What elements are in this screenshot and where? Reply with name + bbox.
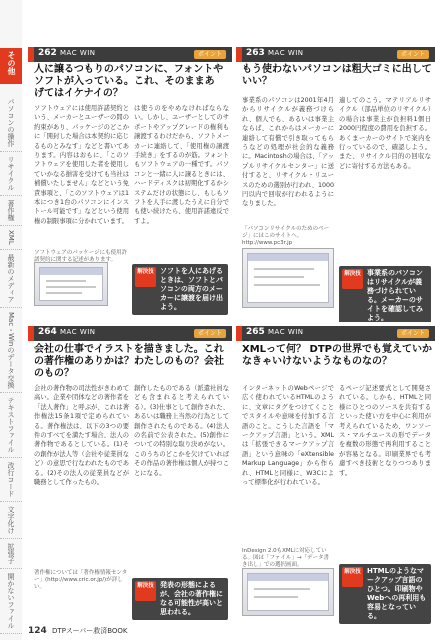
sidebar-item: 最新のメディア [0, 250, 22, 308]
platform-tags: MAC WIN [268, 328, 304, 336]
page-footer [28, 626, 128, 636]
solution-label: 解決技 [135, 581, 156, 601]
solution-box [132, 264, 228, 315]
sidebar-item: XML [0, 226, 22, 250]
platform-tags: MAC WIN [60, 49, 96, 57]
question-title: 会社の仕事でイラストを描きました。これの著作権のありかは？わたしのもの？会社のもの？ [34, 344, 224, 379]
question-bar [28, 326, 232, 341]
question-number: 263 [246, 48, 265, 58]
answer-text: 会社の著作物の司法性がきわめて高い。企業や団体などの著作者を「法人著作」と呼ぶが、これは著作権法15条1項で定められている。著作権法は、以下の3つの要件のすべてを満たす場合、法人の著作物であるとしている。(1)その創作が法人等（会社や従業員など）の意思で行なわれたものである。(2)その法人の従業員などが職務として作ったもの。 [34, 385, 129, 487]
sidebar-item: 拡張子 [0, 539, 22, 569]
sidebar-item: 著作権 [0, 196, 22, 226]
sidebar-item: 改行コード [0, 458, 22, 502]
question-bar [236, 47, 435, 62]
sidebar-item: パソコンの操作 [0, 94, 22, 152]
question-bar [236, 326, 435, 341]
answer-text: 創作したものである（派遣社員なども含まれると考えられている）。(3)仕事として創作された、あるいは職務上当然の行為として創作されたものである。(4)法人の名前で公表された。(5)創作についての特別な取り決めがない。このうちのどこかを欠けていればその作品の著作権は個人が持つことになる。 [134, 385, 229, 477]
sidebar-item: 文字化け [0, 502, 22, 539]
point-badge: ポイント [194, 329, 226, 338]
solution-box [339, 266, 431, 326]
answer-text: ソフトウェアには使用許諾契約という、メーカーとユーザーの間の約束があり、パッケージのどこかに「開封した場合は本契約に応じるものとみなす」などと書いてあります。内容はおもに、「このソフトウェアを使用した者を使用していかなる損害を受けても当社は補償いたしません」などという免責事項と、「このソフトウェアは1本につき1台のパソコンにインストール可能です」などという使用権の制限事項に分かれています。 [34, 105, 129, 225]
question-number: 264 [38, 327, 57, 337]
platform-tags: MAC WIN [60, 328, 96, 336]
sidebar-item: 開かないファイル [0, 569, 22, 634]
question-number: 262 [38, 48, 57, 58]
book-title: DTPスーパー救済BOOK [52, 627, 128, 635]
answer-text: 事業系のパソコンは2001年4月からリサイクルが義務づけられ、個人でも、あるいは事業主ならば、これからはメーカーに連絡して有償で引き取ってもらうなどの処理が社会的な義務に。Macintoshの場合は、「アップルリサイクルセンター」に送付すると、リサイクル・リユースのための選別が行われ、1000円以内で回収が行われるようになりました。 [242, 97, 334, 208]
qa-panel-262 [28, 0, 232, 320]
platform-tags: MAC WIN [268, 49, 304, 57]
answer-text: は使うのをやめなければならない。しかし、ユーザーとしてのサポートやアップグレードの権利も譲渡するわけだから、ソフトメーカーに連絡して、「使用権の譲渡手続き」をするのが筋。フォントもソフトウェアの一種です。パソコンと一緒に人に譲るときには、ハードディスクは初期化するかシステムだけの状態にし、もしもソフトを人手に渡したうえに自分でも使い続けたら、使用許諾違反ですよ。 [134, 105, 229, 224]
answer-text: 適してのこう。マテリアルリサイクル（部品単位のリサイクル）の場合は事業主が負担料1個日2000円程度の費用を負担する。あくまーカーのサイトで案内を行っているので、確認しよう。また、リサイクル目的の回収などに寄付する方法もある。 [339, 97, 431, 170]
screenshot-image [242, 248, 334, 308]
sidebar-head: その他 [0, 48, 22, 84]
solution-label: 解決技 [342, 269, 363, 289]
page-number: 124 [28, 626, 47, 636]
solution-label: 解決技 [342, 567, 363, 587]
question-number: 265 [246, 327, 265, 337]
solution-box [132, 578, 228, 620]
question-bar [28, 47, 232, 62]
screenshot-image [34, 262, 108, 306]
solution-box [339, 564, 431, 624]
point-badge: ポイント [397, 50, 429, 59]
sidebar-item: リサイクル [0, 152, 22, 196]
qa-panel-263 [236, 0, 435, 320]
image-caption: InDesign 2.0もXMLに対応している。図は「ファイル」→「データ書き出し」での選択画面。 [242, 548, 329, 568]
solution-text: 事業系のパソコンはリサイクルが義務づけられている。メーカーのサイトを確認してみよう。 [367, 269, 423, 322]
question-title: 人に譲るつもりのパソコンに、フォントやソフトが入っている。これ、そのままあげてはイケナイの？ [34, 64, 224, 99]
answer-text: インターネットのWebページで広く使われているHTMLのように、文章にタグをつけてくことでスタイルや意味を付加する言語のこと。こうした言語を「マークアップ言語」という。XMLは「拡張できるマークアップ言語」という意味の「eXtensible Markup Language」から作られ、HTMLと同様に、W3Cによって標準化が行われている。 [242, 385, 334, 487]
question-title: XMLって何？ DTPの世界でも覚えていかなきゃいけないようなものなの？ [242, 344, 432, 367]
image-caption: 「パソコンリサイクルのためのページ」にはこのサイトへ。http://www.pc3r.jp [242, 226, 330, 246]
sidebar-item: テキストファイル [0, 393, 22, 458]
point-badge: ポイント [194, 50, 226, 59]
sidebar-items [0, 94, 22, 634]
sidebar-item: Mac・Winのデータ交換 [0, 308, 22, 393]
qa-panel-265 [236, 322, 435, 622]
solution-label: 解決技 [135, 267, 156, 287]
qa-panel-264 [28, 322, 232, 622]
point-badge: ポイント [397, 329, 429, 338]
sidebar [0, 0, 22, 640]
image-caption: 著作権については「著作権情報センター」(http://www.cric.or.jp/)が詳しい。 [34, 570, 128, 590]
image-caption: ソフトウェアのパッケージにも使用許諾契約に関する記述があります。 [34, 250, 128, 263]
solution-text: 発表の形態によるが、会社の著作権になる可能性が高いと思われる。 [160, 581, 223, 616]
question-title: もう使わないパソコンは粗大ゴミに出していい？ [242, 64, 432, 87]
answer-text: るページ記述要式として開発されている。しかも、HTMLと同様にひとつのソースを共有するといった使い方を中心に利用が考えられているため、ワンソース・マルチユースの形でデータを複数の形態で再利用することが容易となる。印刷業界でも考慮すべき技術となりつつあります。 [339, 385, 431, 477]
screenshot-image [242, 568, 334, 616]
solution-text: HTMLのようなマークアップ言語のひとつ。印刷物やWebへの再利用も容易となっている。 [367, 567, 427, 620]
solution-text: ソフトを人にあげるときは、ソフトとパソコンの両方のメーカーに譲渡を届け出よう。 [160, 267, 223, 311]
